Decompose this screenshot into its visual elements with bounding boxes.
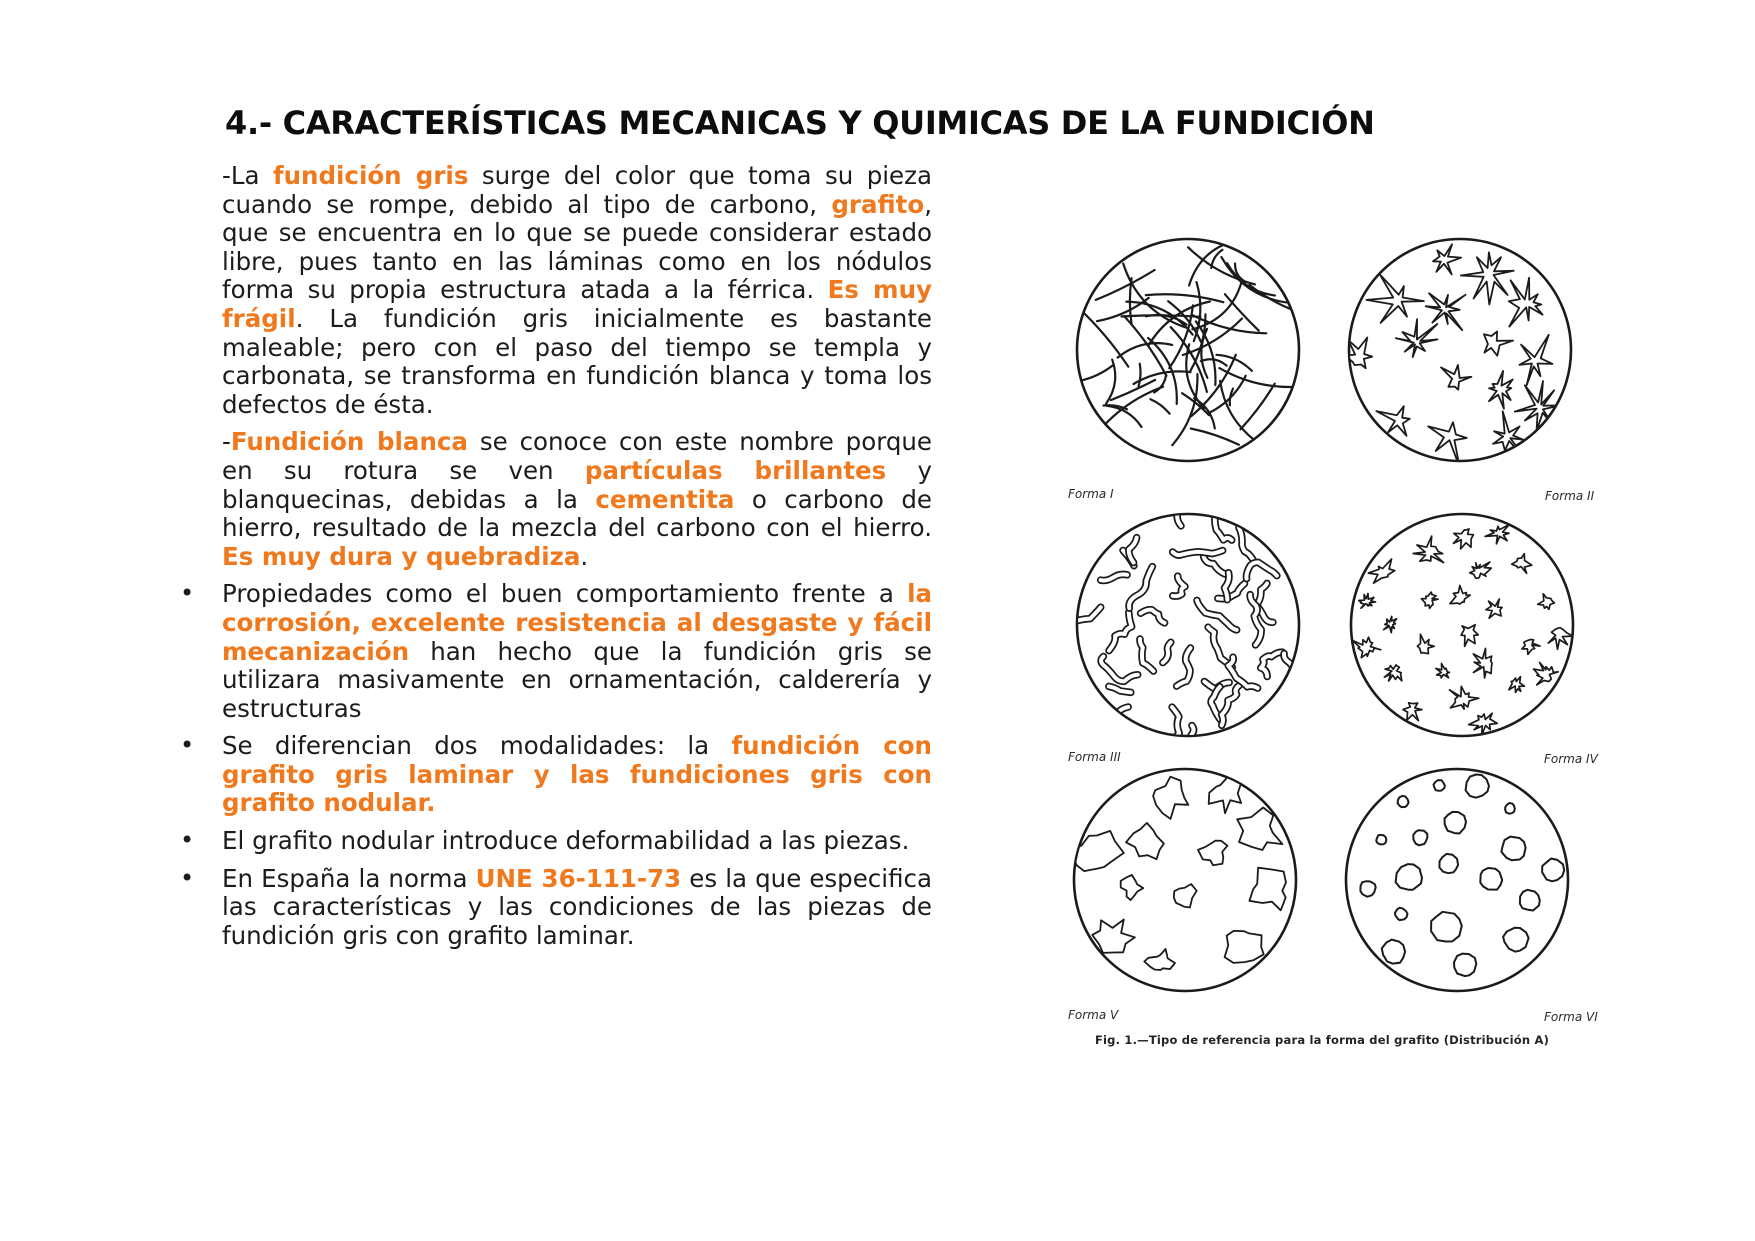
body-text: surge del color que toma su pieza cuando se rompe, debido al tipo de carbono, [222, 161, 932, 219]
body-text: En España la norma [222, 863, 476, 893]
page-title: 4.- CARACTERÍSTICAS MECANICAS Y QUIMICAS DE LA FUNDICIÓN [225, 104, 1375, 142]
figure-label-forma-1: Forma I [1068, 487, 1114, 501]
highlighted-text: fundición con grafito gris laminar y las fundiciones gris con grafito nodular. [222, 731, 932, 818]
highlighted-text: grafito [831, 189, 925, 219]
figure-label-forma-2: Forma II [1545, 489, 1595, 503]
bullet-marker: • [180, 579, 195, 608]
body-text: Propiedades como el buen comportamiento frente a [222, 579, 908, 609]
body-text: y blanquecinas, debidas a la [222, 455, 932, 514]
bullet-marker: • [180, 826, 195, 855]
body-text: El grafito nodular introduce deformabilidad a las piezas. [222, 826, 910, 856]
bulleted-paragraph [176, 827, 932, 856]
micrograph-forma-4 [1342, 505, 1582, 745]
figure-label-forma-6: Forma VI [1544, 1010, 1598, 1024]
figure-label-forma-4: Forma IV [1544, 752, 1598, 766]
figure-caption: Fig. 1.—Tipo de referencia para la forma del grafito (Distribución A) [1094, 1033, 1550, 1047]
body-text: se conoce con este nombre porque en su rotura se ven [222, 427, 932, 485]
text-column [176, 162, 932, 959]
micrograph-forma-2 [1340, 230, 1580, 470]
paragraph [176, 162, 932, 419]
highlighted-text: Fundición blanca [230, 427, 468, 457]
bullet-marker: • [180, 863, 195, 892]
micrograph-forma-6 [1337, 760, 1577, 1000]
bulleted-paragraph [176, 732, 932, 818]
body-text: - [222, 427, 231, 457]
figure-panel [1040, 215, 1720, 1085]
body-text: . [580, 541, 589, 571]
body-text: , que se encuentra en lo que se puede considerar estado libre, pues tanto en las láminas como en los nódulos forma su propia estructura atada a la férrica. [222, 189, 932, 305]
highlighted-text: Es muy dura y quebradiza [222, 541, 581, 571]
body-text: es la que especifica las características y las condiciones de las piezas de fundición gris con grafito laminar. [222, 863, 933, 950]
body-text: han hecho que la fundición gris se utilizara masivamente en ornamentación, calderería y estructuras [222, 636, 932, 723]
body-text: o carbono de hierro, resultado de la mezcla del carbono con el hierro. [222, 484, 932, 543]
highlighted-text: partículas brillantes [584, 455, 887, 485]
bulleted-paragraph [176, 865, 932, 951]
highlighted-text: la corrosión, excelente resistencia al desgaste y fácil mecanización [222, 579, 932, 666]
bulleted-paragraph [176, 580, 932, 723]
highlighted-text: fundición gris [272, 161, 469, 190]
micrograph-forma-5 [1065, 760, 1305, 1000]
paragraph [176, 428, 932, 571]
figure-label-forma-3: Forma III [1068, 750, 1121, 764]
body-text: . La fundición gris inicialmente es bastante maleable; pero con el paso del tiempo se templa y carbonata, se transforma en fundición blanca y toma los defectos de ésta. [222, 303, 932, 419]
highlighted-text: cementita [595, 484, 735, 514]
body-text: Se diferencian dos modalidades: la [222, 731, 732, 761]
highlighted-text: Es muy frágil [222, 275, 932, 333]
figure-label-forma-5: Forma V [1068, 1008, 1119, 1022]
body-text: -La [222, 161, 273, 190]
highlighted-text: UNE 36-111-73 [475, 863, 682, 893]
bullet-marker: • [180, 731, 195, 760]
micrograph-forma-1 [1068, 230, 1308, 470]
micrograph-forma-3 [1068, 505, 1308, 745]
